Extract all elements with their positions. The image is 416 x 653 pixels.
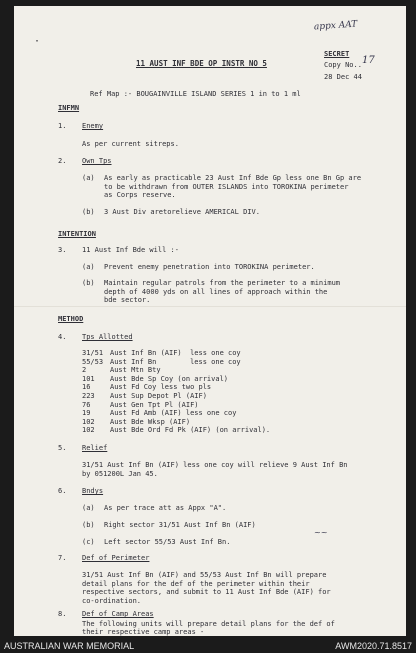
archive-name: AUSTRALIAN WAR MEMORIAL [4,641,135,651]
tps-unit: 223 [82,392,95,400]
tps-desc: Aust Inf Bn less one coy [110,357,241,366]
para-title-tps-allotted: Tps Allotted [82,333,133,341]
tps-desc: Aust Fd Amb (AIF) less one coy [110,409,237,418]
tps-desc: Aust Mtn Bty [110,366,161,375]
para-number: 2. [58,157,67,165]
tps-desc: Aust Inf Bn (AIF) less one coy [110,349,241,357]
text-line: Right sector 31/51 Aust Inf Bn (AIF) [104,521,256,529]
text-line: to be withdrawn from OUTER ISLANDS into TOROKINA perimeter [104,182,349,191]
subpara-mark: (c) [82,538,95,546]
page-title: 11 AUST INF BDE OP INSTR NO 5 [136,59,267,68]
text-line: As per trace att as Appx "A". [104,504,227,512]
text-line: co-ordination. [82,596,142,605]
para-text: 11 Aust Inf Bde will :- [82,246,179,254]
pen-mark: · [34,36,41,47]
subpara-mark: (a) [82,504,95,512]
text-line: depth of 4000 yds on all lines of approach within the [104,287,328,296]
tps-unit: 55/53 [82,357,104,366]
reference-map: Ref Map :- BOUGAINVILLE ISLAND SERIES 1 in to 1 ml [90,90,301,98]
tps-unit: 2 [82,366,87,375]
subpara-mark: (b) [82,521,95,529]
para-number: 4. [58,333,67,341]
tps-unit: 101 [82,374,95,383]
para-number: 8. [58,610,67,618]
text-line: As early as practicable 23 Aust Inf Bde Gp less one Bn Gp are [104,174,362,182]
subpara-mark: (a) [82,174,95,182]
text-line: by 051200L Jan 45. [82,469,158,478]
para-number: 3. [58,246,67,254]
para-title-relief: Relief [82,444,108,452]
tps-unit: 16 [82,383,91,392]
text-line: The following units will prepare detail plans for the def of [82,619,335,628]
archive-footer [0,640,416,653]
handwritten-copy-number: 17 [362,55,375,66]
tps-desc: Aust Bde Ord Fd Pk (AIF) (on arrival). [110,426,271,435]
accession-number: AWM2020.71.8517 [335,641,412,651]
subpara-mark: (b) [82,279,95,287]
tps-desc: Aust Bde Wksp (AIF) [110,417,191,426]
document-page [14,6,406,636]
tps-unit: 102 [82,426,95,435]
para-title-bndys: Bndys [82,487,104,495]
para-number: 6. [58,487,67,495]
text-line: bde sector. [104,296,151,305]
tps-desc: Aust Bde Sp Coy (on arrival) [110,374,229,383]
section-heading-infmn: INFMN [58,104,80,112]
text-line: as Corps reserve. [104,191,176,200]
tps-unit: 102 [82,417,95,426]
section-heading-intention: INTENTION [58,230,96,238]
text-line: 31/51 Aust Inf Bn (AIF) and 55/53 Aust Inf Bn will prepare [82,571,327,579]
tps-desc: Aust Gen Tpt Pl (AIF) [110,400,199,409]
copy-number-label: Copy No.. [324,61,362,69]
para-number: 7. [58,554,67,562]
para-number: 5. [58,444,67,452]
tps-unit: 76 [82,400,91,409]
tps-desc: Aust Fd Coy less two pls [110,383,212,392]
tps-desc: Aust Sup Depot Pl (AIF) [110,392,207,400]
text-line: respective sectors, and submit to 11 Aust Inf Bde (AIF) for [82,588,331,597]
para-number: 1. [58,122,67,130]
text-line: detail plans for the def of the perimeter within their [82,579,310,588]
handwritten-scribble: ~~ [314,528,328,537]
text-line: 3 Aust Div aretorelieve AMERICAL DIV. [104,208,260,216]
handwritten-appx-note: appx AAT [313,19,358,33]
text-line: Maintain regular patrols from the perimeter to a minimum [104,279,341,287]
subpara-mark: (b) [82,208,95,216]
tps-unit: 19 [82,409,91,418]
text-line: their respective camp areas - [82,627,205,636]
para-title-def-of-perimeter: Def of Perimeter [82,554,150,562]
security-classification: SECRET [324,50,350,58]
document-date: 28 Dec 44 [324,73,362,81]
para-title-enemy: Enemy [82,122,104,130]
subpara-mark: (a) [82,263,95,271]
fold-crease [14,306,406,307]
tps-unit: 31/51 [82,349,104,357]
para-text: As per current sitreps. [82,140,179,148]
text-line: Prevent enemy penetration into TOROKINA perimeter. [104,263,315,271]
para-title-own-tps: Own Tps [82,157,112,165]
para-title-def-of-camp-areas: Def of Camp Areas [82,610,154,618]
text-line: Left sector 55/53 Aust Inf Bn. [104,538,231,546]
section-heading-method: METHOD [58,315,84,323]
text-line: 31/51 Aust Inf Bn (AIF) less one coy will relieve 9 Aust Inf Bn [82,461,348,469]
